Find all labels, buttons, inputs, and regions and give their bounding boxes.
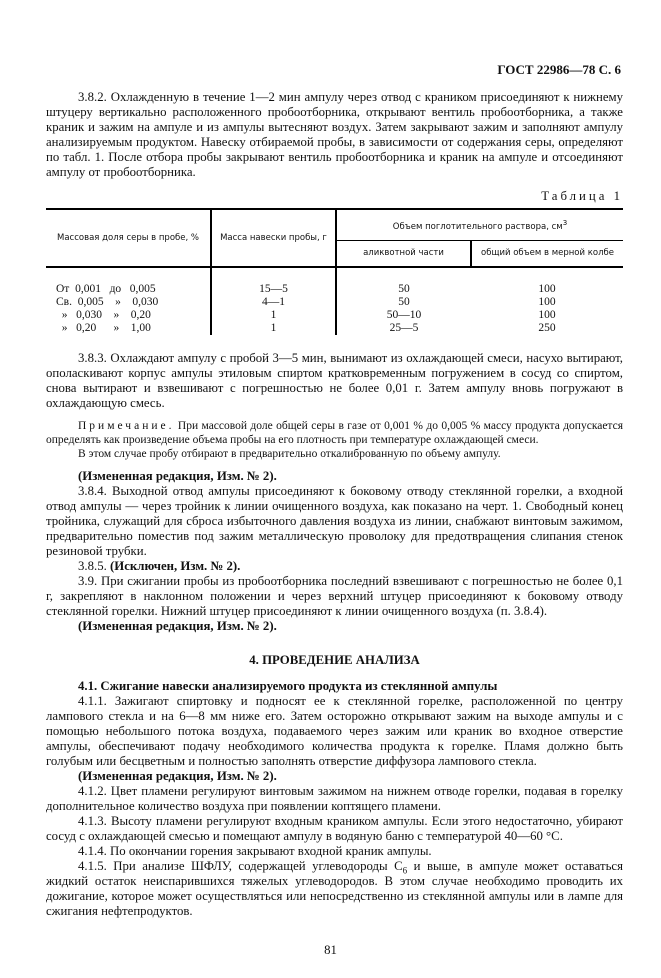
paragraph-3-8-4: 3.8.4. Выходной отвод ампулы присоединяют к боковому отводу стеклянной горелки, а входной отвод ампулы — через тройник к линии очищенного воздуха, как показано на черт. 1. Свободный конец тройника, служащий для сброса избыточного давления воздуха из линии, снабжают винтовым зажимом, предварительно поместив под зажим металлическую проволоку для предотвращения слипания стенок резиновой трубки. <box>46 484 623 558</box>
revision-note: (Измененная редакция, Изм. № 2). <box>78 769 277 783</box>
cell-total: 100 <box>538 309 556 321</box>
header-absorbent-volume-text: Объем поглотительного раствора, см <box>392 221 563 232</box>
table-row <box>46 322 623 335</box>
paragraph-3-9: 3.9. При сжигании пробы из пробоотборника последний взвешивают с погрешностью не более 0,1 г, закрепляют в наклонном положении и через верхний штуцер присоединяют к боковому отводу стеклянной горелки. Нижний штуцер присоединяют к линии очищенного воздуха (п. 3.8.4). <box>46 574 623 618</box>
paragraph-4-1-3: 4.1.3. Высоту пламени регулируют входным краником ампулы. Если этого недостаточно, убирают сосуд с охлаждающей смесью и помещают ампулу в водяную баню с температурой 40—60 °С. <box>46 814 623 843</box>
page-number: 81 <box>324 943 337 957</box>
excluded-note: (Исключен, Изм. № 2). <box>110 559 241 573</box>
cell-aliquot: 25—5 <box>336 322 471 335</box>
cell-aliquot: 50 <box>336 283 471 296</box>
cell-range: Св. 0,005 » 0,030 <box>56 296 159 308</box>
header-aliquot: аликвотной части <box>336 240 471 267</box>
note-continuation: В этом случае пробу отбирают в предварительно откалиброванную по объему ампулу. <box>78 448 501 460</box>
cell-mass: 1 <box>211 322 336 335</box>
header-sulfur-fraction: Массовая доля серы в пробе, % <box>46 209 211 267</box>
table-row <box>46 296 623 309</box>
header-superscript: 3 <box>562 217 568 227</box>
paragraph-3-8-3: 3.8.3. Охлаждают ампулу с пробой 3—5 мин, вынимают из охлаждающей смеси, насухо вытирают, ополаскивают корпус ампулы этиловым спиртом кратковременным погружением в сосуд со спиртом, снова вытирают и взвешивают с погрешностью не более 0,01 г. Затем ампулу вновь погружают в охлаждающую смесь. <box>46 351 623 410</box>
cell-mass: 4—1 <box>211 296 336 309</box>
paragraph-3-8-2: 3.8.2. Охлажденную в течение 1—2 мин ампулу через отвод с краником присоединяют к нижнему штуцеру вертикально расположенного пробоотборника, открывают вентиль пробоотборника, а также краник и зажим на ампуле и из ампулы вытесняют воздух. Затем закрывают зажим и заполняют ампулу анализируемым продуктом. Навеску отбираемой пробы, в зависимости от содержания серы, определяют по табл. 1. После отбора пробы закрывают вентиль пробоотборника и краник на ампуле и отсоединяют ампулу от пробоотборника. <box>46 90 623 179</box>
note <box>46 419 623 447</box>
paragraph-4-1-5 <box>46 859 623 919</box>
table-1 <box>46 208 623 335</box>
header-sample-mass: Масса навески пробы, г <box>211 209 336 267</box>
page-header: ГОСТ 22986—78 С. 6 <box>497 62 621 77</box>
cell-range: От 0,001 до 0,005 <box>56 283 156 295</box>
header-total-volume: общий объем в мерной колбе <box>471 240 623 267</box>
paragraph-number: 3.8.5. <box>78 559 110 573</box>
paragraph-4-1-1: 4.1.1. Зажигают спиртовку и подносят ее к стеклянной горелке, расположенной по центру лампового стекла и на 6—8 мм ниже его. Затем осторожно открывают зажим на выходе ампулы и с помощью небольшого потока воздуха, подаваемого через зажим или краник во входное отверстие ампулы, обеспечивают подачу необходимого количества продукта к горелке. Пламя должно быть голубым или бесцветным и полностью заполнять отверстие диффузора лампового стекла. <box>46 694 623 768</box>
subsection-heading: 4.1. Сжигание навески анализируемого продукта из стеклянной ампулы <box>78 679 498 693</box>
cell-mass: 1 <box>211 309 336 322</box>
cell-range: » 0,030 » 0,20 <box>56 309 151 321</box>
note-text: При массовой доле общей серы в газе от 0,001 % до 0,005 % массу продукта допускается определять как произведение объема пробы на его плотность при температуре охлаждающей смеси. <box>46 420 623 446</box>
paragraph-3-8-5 <box>46 559 623 574</box>
document-body <box>46 0 623 919</box>
table-row <box>46 309 623 322</box>
cell-total: 100 <box>538 283 556 295</box>
cell-total: 250 <box>538 322 556 334</box>
revision-note: (Измененная редакция, Изм. № 2). <box>78 619 277 633</box>
header-absorbent-volume <box>336 209 623 240</box>
section-heading: 4. ПРОВЕДЕНИЕ АНАЛИЗА <box>249 653 420 667</box>
table-caption: Таблица 1 <box>541 189 623 203</box>
p415-start: 4.1.5. При анализе ШФЛУ, содержащей углеводороды С <box>78 859 403 873</box>
revision-note: (Измененная редакция, Изм. № 2). <box>78 469 277 483</box>
cell-aliquot: 50 <box>336 296 471 309</box>
paragraph-4-1-4: 4.1.4. По окончании горения закрывают входной краник ампулы. <box>78 844 432 858</box>
cell-mass: 15—5 <box>211 283 336 296</box>
p415-end: и выше, в ампуле может оставаться жидкий остаток неиспарившихся тяжелых углеводородов. В этом случае необходимо проводить их дожигание, которое может осуществляться или непосредственно из стеклянной ампулы или в лампе для сжигания нефтепродуктов. <box>46 859 623 918</box>
cell-aliquot: 50—10 <box>336 309 471 322</box>
subscript: 6 <box>402 865 408 876</box>
paragraph-4-1-2: 4.1.2. Цвет пламени регулируют винтовым зажимом на нижнем отводе горелки, подавая в горелку дополнительное количество воздуха при появлении коптящего пламени. <box>46 784 623 813</box>
cell-total: 100 <box>538 296 556 308</box>
cell-range: » 0,20 » 1,00 <box>56 322 151 334</box>
note-label: Примечание. <box>78 420 175 432</box>
table-row <box>46 283 623 296</box>
